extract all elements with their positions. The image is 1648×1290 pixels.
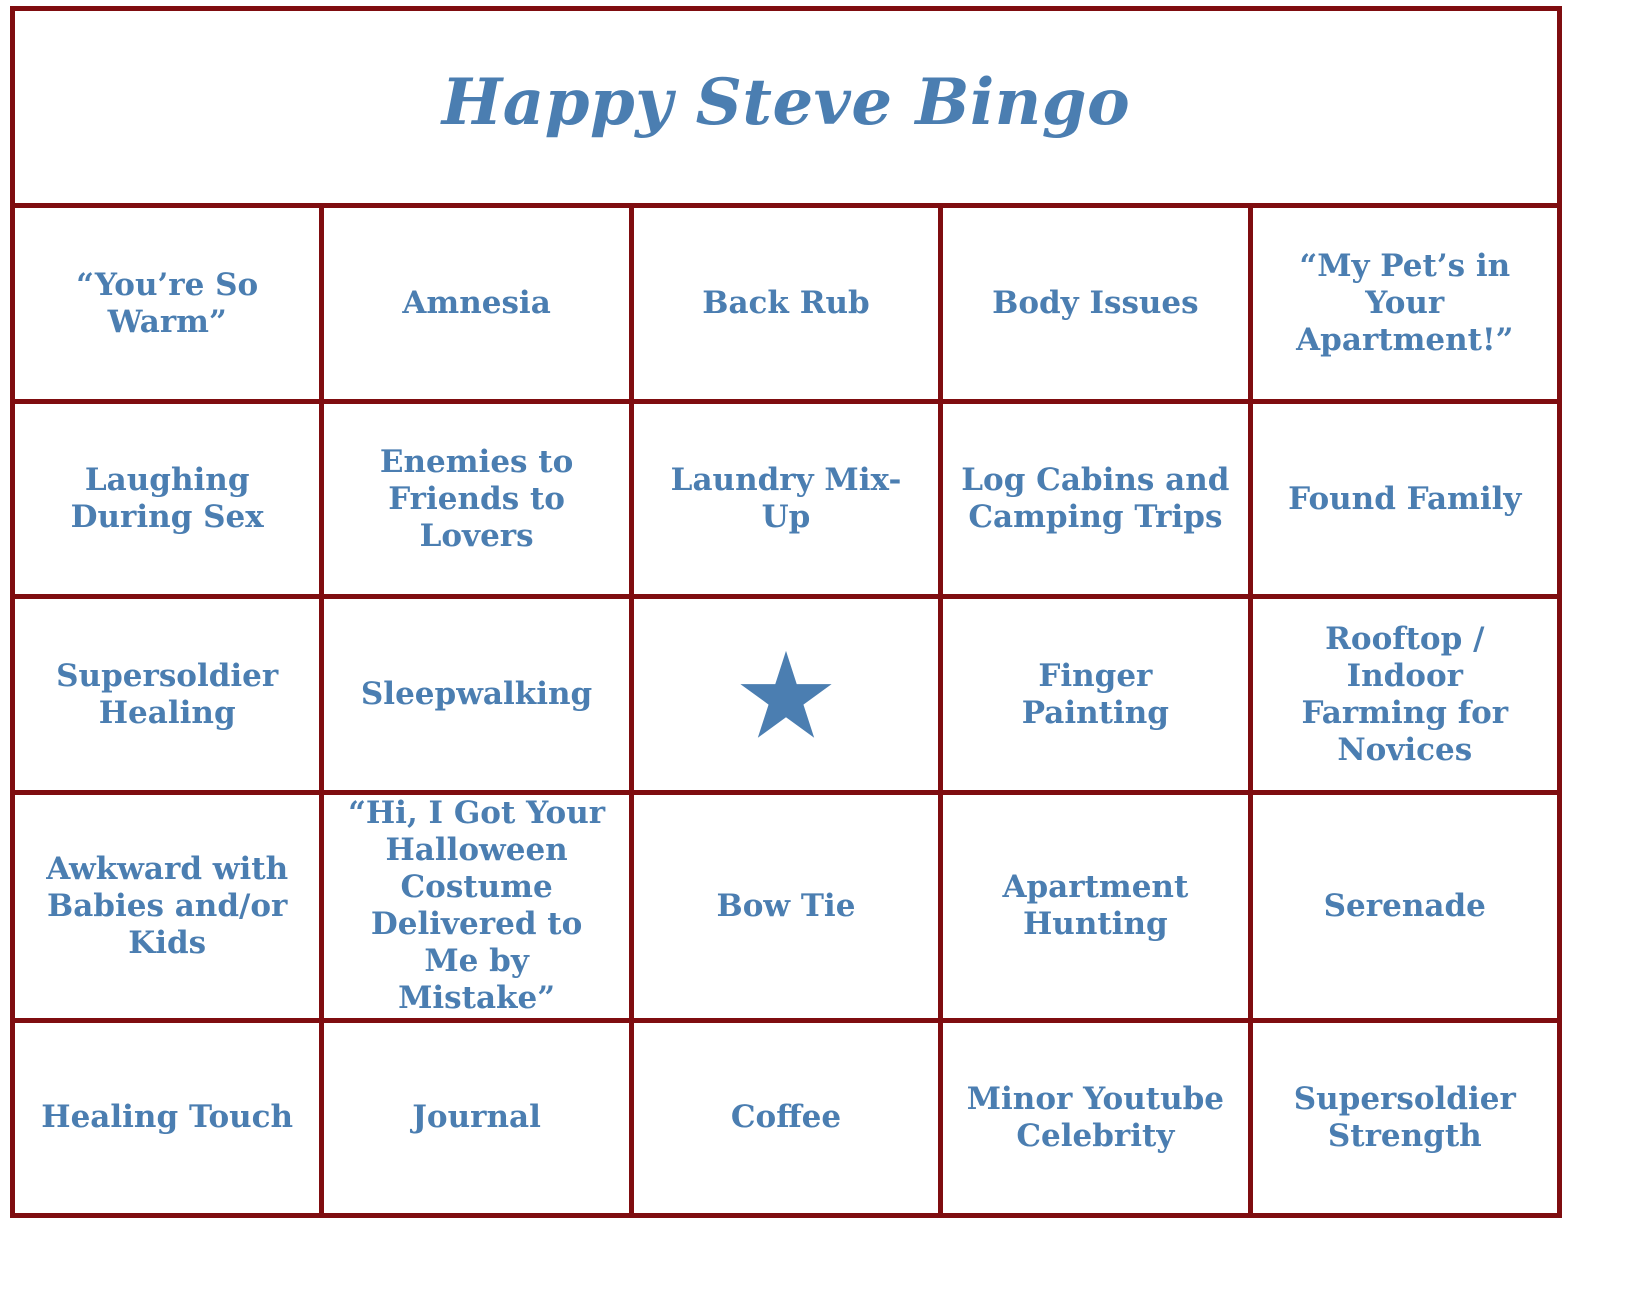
- bingo-square: Sleepwalking: [322, 597, 631, 792]
- bingo-square: Supersoldier Healing: [13, 597, 322, 792]
- bingo-square: Healing Touch: [13, 1020, 322, 1216]
- bingo-square: Awkward with Babies and/or Kids: [13, 792, 322, 1020]
- bingo-square: Enemies to Friends to Lovers: [322, 401, 631, 596]
- card-title: Happy Steve Bingo: [441, 64, 1131, 140]
- bingo-square: Serenade: [1250, 792, 1559, 1020]
- bingo-square: Bow Tie: [631, 792, 940, 1020]
- bingo-square: Apartment Hunting: [941, 792, 1250, 1020]
- free-space-square: [631, 597, 940, 792]
- bingo-square: Rooftop / Indoor Farming for Novices: [1250, 597, 1559, 792]
- bingo-square: Found Family: [1250, 401, 1559, 596]
- bingo-square: Back Rub: [631, 206, 940, 401]
- bingo-row-3: [13, 597, 1560, 792]
- bingo-square: Amnesia: [322, 206, 631, 401]
- title-cell: [13, 9, 1560, 206]
- bingo-square: Laughing During Sex: [13, 401, 322, 596]
- star-icon: [738, 649, 834, 741]
- bingo-square: “Hi, I Got Your Halloween Costume Delivered to Me by Mistake”: [322, 792, 631, 1020]
- bingo-square: “My Pet’s in Your Apartment!”: [1250, 206, 1559, 401]
- bingo-row-5: [13, 1020, 1560, 1216]
- bingo-square: Supersoldier Strength: [1250, 1020, 1559, 1216]
- bingo-row-1: [13, 206, 1560, 401]
- bingo-square: Laundry Mix-Up: [631, 401, 940, 596]
- bingo-square: Log Cabins and Camping Trips: [941, 401, 1250, 596]
- bingo-square: Journal: [322, 1020, 631, 1216]
- bingo-square: Finger Painting: [941, 597, 1250, 792]
- bingo-square: “You’re So Warm”: [13, 206, 322, 401]
- bingo-square: Body Issues: [941, 206, 1250, 401]
- bingo-card: [10, 6, 1562, 1218]
- bingo-square: Minor Youtube Celebrity: [941, 1020, 1250, 1216]
- bingo-row-2: [13, 401, 1560, 596]
- bingo-row-4: [13, 792, 1560, 1020]
- title-row: [13, 9, 1560, 206]
- bingo-square: Coffee: [631, 1020, 940, 1216]
